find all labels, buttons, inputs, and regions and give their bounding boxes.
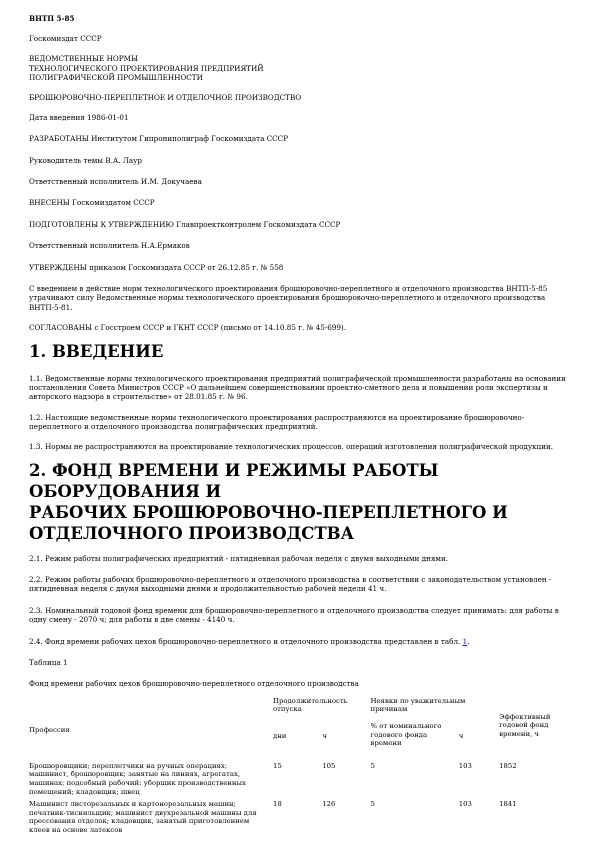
paragraph-1-1: 1.1. Ведомственные нормы технологического проектирования предприятий полиграфической промышленности разработаны на основании постановления Совета Министров СССР «О дальнейшем совершенствовании проектно-сметного дела и повышении роли экспертизы и авторского надзора в строительстве» от 28.01.85 г. № 96. — [29, 373, 566, 402]
cell-profession: Машинист листорезальных и картонорезальных машин; печатник-тиснильщик; машинист двухрезальной машины для прессования отделок; кладовщик, занятый приготовлением клеев на основе латексов — [29, 800, 257, 834]
paragraph-2-1: 2.1. Режим работы полиграфических предприятий - пятидневная рабочая неделя с двумя выходными днями. — [29, 553, 449, 563]
section-1-heading: 1. ВВЕДЕНИЕ — [29, 341, 164, 361]
paragraph-2-4-text: 2.4. Фонд времени рабочих цехов брошюровочно-переплетного и отделочного производства представлен в табл. — [29, 636, 461, 646]
table-header-row — [29, 697, 569, 722]
cell-abs-hours: 103 — [458, 761, 472, 770]
norms-title — [29, 54, 569, 82]
table-1-label: Таблица 1 — [29, 657, 68, 667]
paragraph-2-4-end: . — [467, 636, 470, 646]
table-1-link[interactable]: 1 — [462, 636, 468, 646]
header-effective: Эффективный годовой фонд времени, ч — [499, 712, 551, 738]
agency: Госкомиздат СССР — [29, 34, 102, 44]
header-absence: Неявки по уважительным причинам — [370, 696, 466, 714]
cell-effective: 1852 — [499, 761, 517, 770]
executor-2: Ответственный исполнитель Н.А.Ермаков — [29, 241, 190, 251]
developed-by: РАЗРАБОТАНЫ Институтом Гипрониполиграф Госкомиздата СССР — [29, 134, 289, 144]
prepared-by: ПОДГОТОВЛЕНЫ К УТВЕРЖДЕНИЮ Главпроектконтролем Госкомиздата СССР — [29, 219, 341, 229]
norms-title-line: ПОЛИГРАФИЧЕСКОЙ ПРОМЫШЛЕННОСТИ — [29, 73, 203, 83]
effective-date: Дата введения 1986-01-01 — [29, 112, 129, 122]
team-lead: Руководитель темы В.А. Лаур — [29, 155, 142, 165]
section-2-heading-line: 2. ФОНД ВРЕМЕНИ И РЕЖИМЫ РАБОТЫ ОБОРУДОВАНИЯ И — [29, 460, 439, 501]
table-row — [29, 796, 569, 834]
agreed-by: СОГЛАСОВАНЫ с Госстроем СССР и ГКНТ СССР (письмо от 14.10.85 г. № 45-699). — [29, 323, 347, 333]
norms-title-line: ВЕДОМСТВЕННЫЕ НОРМЫ — [29, 54, 139, 64]
header-profession: Профессия — [29, 725, 70, 734]
cell-hours: 126 — [322, 800, 336, 809]
cell-profession: Брошюровщики; переплетчики на ручных операциях; машинист, брошюровщик; занятые на линиях, агрегатах, машинах; подсобный рабочий; уборщик производственных помещений; кладовщик; швец — [29, 761, 246, 796]
section-2-heading — [29, 460, 569, 544]
norms-title-line: ТЕХНОЛОГИЧЕСКОГО ПРОЕКТИРОВАНИЯ ПРЕДПРИЯТИЙ — [29, 63, 264, 73]
cell-pct: 5 — [370, 800, 375, 809]
header-hours-2: ч — [458, 731, 464, 740]
paragraph-2-3: 2.3. Номинальный годовой фонд времени для брошюровочно-переплетного и отделочного производства следует принимать: для работы в одну смену - 2070 ч; для работы в две смены - 4140 ч. — [29, 605, 559, 625]
time-fund-table — [29, 697, 569, 835]
header-days: дни — [272, 731, 287, 740]
cell-hours: 105 — [322, 761, 336, 770]
table-1-caption: Фонд времени рабочих цехов брошюровочно-переплетного отделочного производства — [29, 679, 359, 689]
paragraph-1-2: 1.2. Настоящие ведомственные нормы технологического проектирования распространяются на проектирование брошюровочно-переплетного и отделочного производства полиграфических предприятий. — [29, 412, 525, 431]
header-vacation: Продолжительность отпуска — [272, 696, 348, 714]
document-page — [29, 14, 569, 835]
section-2-heading-line: РАБОЧИХ БРОШЮРОВОЧНО-ПЕРЕПЛЕТНОГО И — [29, 502, 508, 522]
cell-effective: 1841 — [499, 800, 517, 809]
cell-days: 15 — [272, 761, 282, 770]
production-title: БРОШЮРОВОЧНО-ПЕРЕПЛЕТНОЕ И ОТДЕЛОЧНОЕ ПРОИЗВОДСТВО — [29, 92, 302, 102]
paragraph-1-3: 1.3. Нормы не распространяются на проектирование технологических процессов, операций изготовления полиграфической продукции. — [29, 442, 554, 452]
cell-abs-hours: 103 — [458, 800, 472, 809]
executor-1: Ответственный исполнитель И.М. Докучаева — [29, 177, 202, 187]
paragraph-2-4 — [29, 637, 569, 646]
table-row — [29, 748, 569, 796]
section-2-heading-line: ОТДЕЛОЧНОГО ПРОИЗВОДСТВА — [29, 523, 355, 543]
replacement-note: С введением в действие норм технологического проектирования брошюровочно-переплетного и отделочного производства ВНТП-5-85 утрачивают силу Ведомственные нормы технологического проектирования брошюровочно-переплетного и отделочного производства ВНТП-5-81. — [29, 284, 548, 312]
introduced-by: ВНЕСЕНЫ Госкомиздатом СССР — [29, 198, 155, 208]
approved-by: УТВЕРЖДЕНЫ приказом Госкомиздата СССР от 26.12.85 г. № 558 — [29, 262, 284, 272]
paragraph-2-2: 2.2. Режим работы рабочих брошюровочно-переплетного и отделочного производства в соответствии с законодательством установлен - пятидневная неделя с двумя выходными днями и продолжительностью рабочей недели 41 ч. — [29, 574, 552, 594]
doc-code: ВНТП 5-85 — [29, 14, 75, 23]
cell-days: 18 — [272, 800, 282, 809]
cell-pct: 5 — [370, 761, 375, 770]
header-absence-pct: % от номинального годового фонда времени — [370, 721, 442, 748]
header-hours: ч — [322, 731, 327, 740]
